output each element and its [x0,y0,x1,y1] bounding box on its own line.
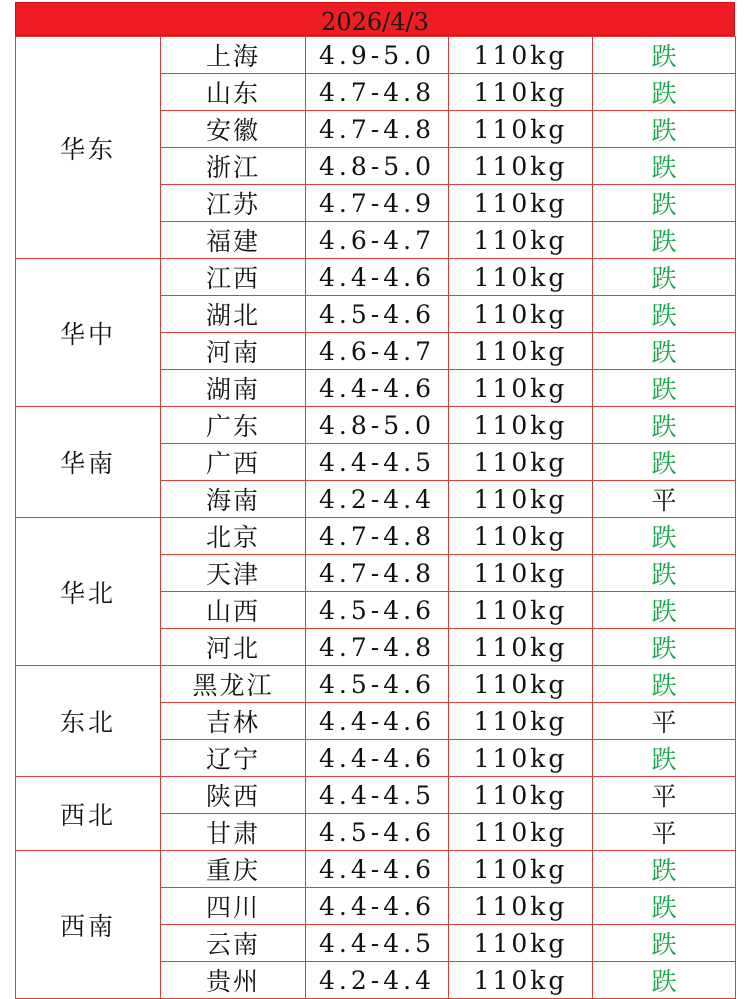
region-cell: 华南 [16,407,161,518]
region-cell: 西南 [16,851,161,999]
weight-cell: 110kg [449,518,593,555]
weight-cell: 110kg [449,740,593,777]
price-range-cell: 4.6-4.7 [306,333,449,370]
weight-cell: 110kg [449,814,593,851]
province-cell: 浙江 [161,148,306,185]
province-cell: 河南 [161,333,306,370]
trend-cell: 平 [593,814,736,851]
region-cell: 华中 [16,259,161,407]
province-cell: 福建 [161,222,306,259]
price-range-cell: 4.5-4.6 [306,592,449,629]
trend-cell: 跌 [593,888,736,925]
price-range-cell: 4.7-4.8 [306,629,449,666]
weight-cell: 110kg [449,629,593,666]
weight-cell: 110kg [449,37,593,74]
table-row [16,851,736,888]
province-cell: 重庆 [161,851,306,888]
province-cell: 广西 [161,444,306,481]
weight-cell: 110kg [449,370,593,407]
price-range-cell: 4.4-4.6 [306,740,449,777]
price-range-cell: 4.5-4.6 [306,814,449,851]
region-cell: 东北 [16,666,161,777]
province-cell: 云南 [161,925,306,962]
price-range-cell: 4.2-4.4 [306,962,449,999]
price-range-cell: 4.8-5.0 [306,407,449,444]
province-cell: 天津 [161,555,306,592]
weight-cell: 110kg [449,703,593,740]
trend-cell: 跌 [593,962,736,999]
price-sheet [15,2,735,999]
price-range-cell: 4.4-4.6 [306,851,449,888]
province-cell: 山东 [161,74,306,111]
province-cell: 吉林 [161,703,306,740]
price-range-cell: 4.4-4.5 [306,777,449,814]
trend-cell: 跌 [593,518,736,555]
weight-cell: 110kg [449,296,593,333]
region-cell: 西北 [16,777,161,851]
province-cell: 海南 [161,481,306,518]
trend-cell: 跌 [593,407,736,444]
trend-cell: 跌 [593,333,736,370]
province-cell: 上海 [161,37,306,74]
trend-cell: 跌 [593,851,736,888]
price-table-body [16,37,736,999]
weight-cell: 110kg [449,111,593,148]
region-cell: 华北 [16,518,161,666]
province-cell: 安徽 [161,111,306,148]
price-range-cell: 4.4-4.6 [306,703,449,740]
weight-cell: 110kg [449,592,593,629]
table-row [16,37,736,74]
province-cell: 北京 [161,518,306,555]
price-range-cell: 4.7-4.8 [306,74,449,111]
weight-cell: 110kg [449,333,593,370]
trend-cell: 平 [593,703,736,740]
price-range-cell: 4.7-4.8 [306,555,449,592]
weight-cell: 110kg [449,777,593,814]
weight-cell: 110kg [449,185,593,222]
weight-cell: 110kg [449,962,593,999]
province-cell: 甘肃 [161,814,306,851]
province-cell: 辽宁 [161,740,306,777]
province-cell: 江西 [161,259,306,296]
price-range-cell: 4.6-4.7 [306,222,449,259]
trend-cell: 跌 [593,74,736,111]
price-range-cell: 4.4-4.5 [306,444,449,481]
trend-cell: 跌 [593,444,736,481]
province-cell: 陕西 [161,777,306,814]
trend-cell: 跌 [593,740,736,777]
province-cell: 江苏 [161,185,306,222]
weight-cell: 110kg [449,888,593,925]
weight-cell: 110kg [449,481,593,518]
trend-cell: 跌 [593,666,736,703]
province-cell: 黑龙江 [161,666,306,703]
province-cell: 贵州 [161,962,306,999]
trend-cell: 跌 [593,185,736,222]
price-range-cell: 4.8-5.0 [306,148,449,185]
trend-cell: 平 [593,481,736,518]
price-range-cell: 4.7-4.8 [306,518,449,555]
price-range-cell: 4.4-4.6 [306,888,449,925]
table-row [16,259,736,296]
price-range-cell: 4.4-4.6 [306,370,449,407]
trend-cell: 跌 [593,148,736,185]
trend-cell: 跌 [593,555,736,592]
weight-cell: 110kg [449,222,593,259]
trend-cell: 平 [593,777,736,814]
table-row [16,518,736,555]
trend-cell: 跌 [593,111,736,148]
trend-cell: 跌 [593,629,736,666]
province-cell: 山西 [161,592,306,629]
price-range-cell: 4.7-4.8 [306,111,449,148]
trend-cell: 跌 [593,296,736,333]
province-cell: 广东 [161,407,306,444]
price-range-cell: 4.5-4.6 [306,666,449,703]
date-header: 2026/4/3 [15,2,735,36]
weight-cell: 110kg [449,925,593,962]
weight-cell: 110kg [449,666,593,703]
trend-cell: 跌 [593,222,736,259]
trend-cell: 跌 [593,37,736,74]
province-cell: 湖北 [161,296,306,333]
price-table [15,36,736,999]
weight-cell: 110kg [449,555,593,592]
province-cell: 河北 [161,629,306,666]
table-row [16,777,736,814]
trend-cell: 跌 [593,592,736,629]
trend-cell: 跌 [593,370,736,407]
region-cell: 华东 [16,37,161,259]
price-range-cell: 4.5-4.6 [306,296,449,333]
price-range-cell: 4.4-4.6 [306,259,449,296]
table-row [16,666,736,703]
weight-cell: 110kg [449,851,593,888]
weight-cell: 110kg [449,148,593,185]
price-range-cell: 4.2-4.4 [306,481,449,518]
weight-cell: 110kg [449,74,593,111]
weight-cell: 110kg [449,407,593,444]
province-cell: 四川 [161,888,306,925]
price-range-cell: 4.4-4.5 [306,925,449,962]
weight-cell: 110kg [449,259,593,296]
province-cell: 湖南 [161,370,306,407]
weight-cell: 110kg [449,444,593,481]
table-row [16,407,736,444]
price-range-cell: 4.9-5.0 [306,37,449,74]
price-range-cell: 4.7-4.9 [306,185,449,222]
trend-cell: 跌 [593,259,736,296]
trend-cell: 跌 [593,925,736,962]
